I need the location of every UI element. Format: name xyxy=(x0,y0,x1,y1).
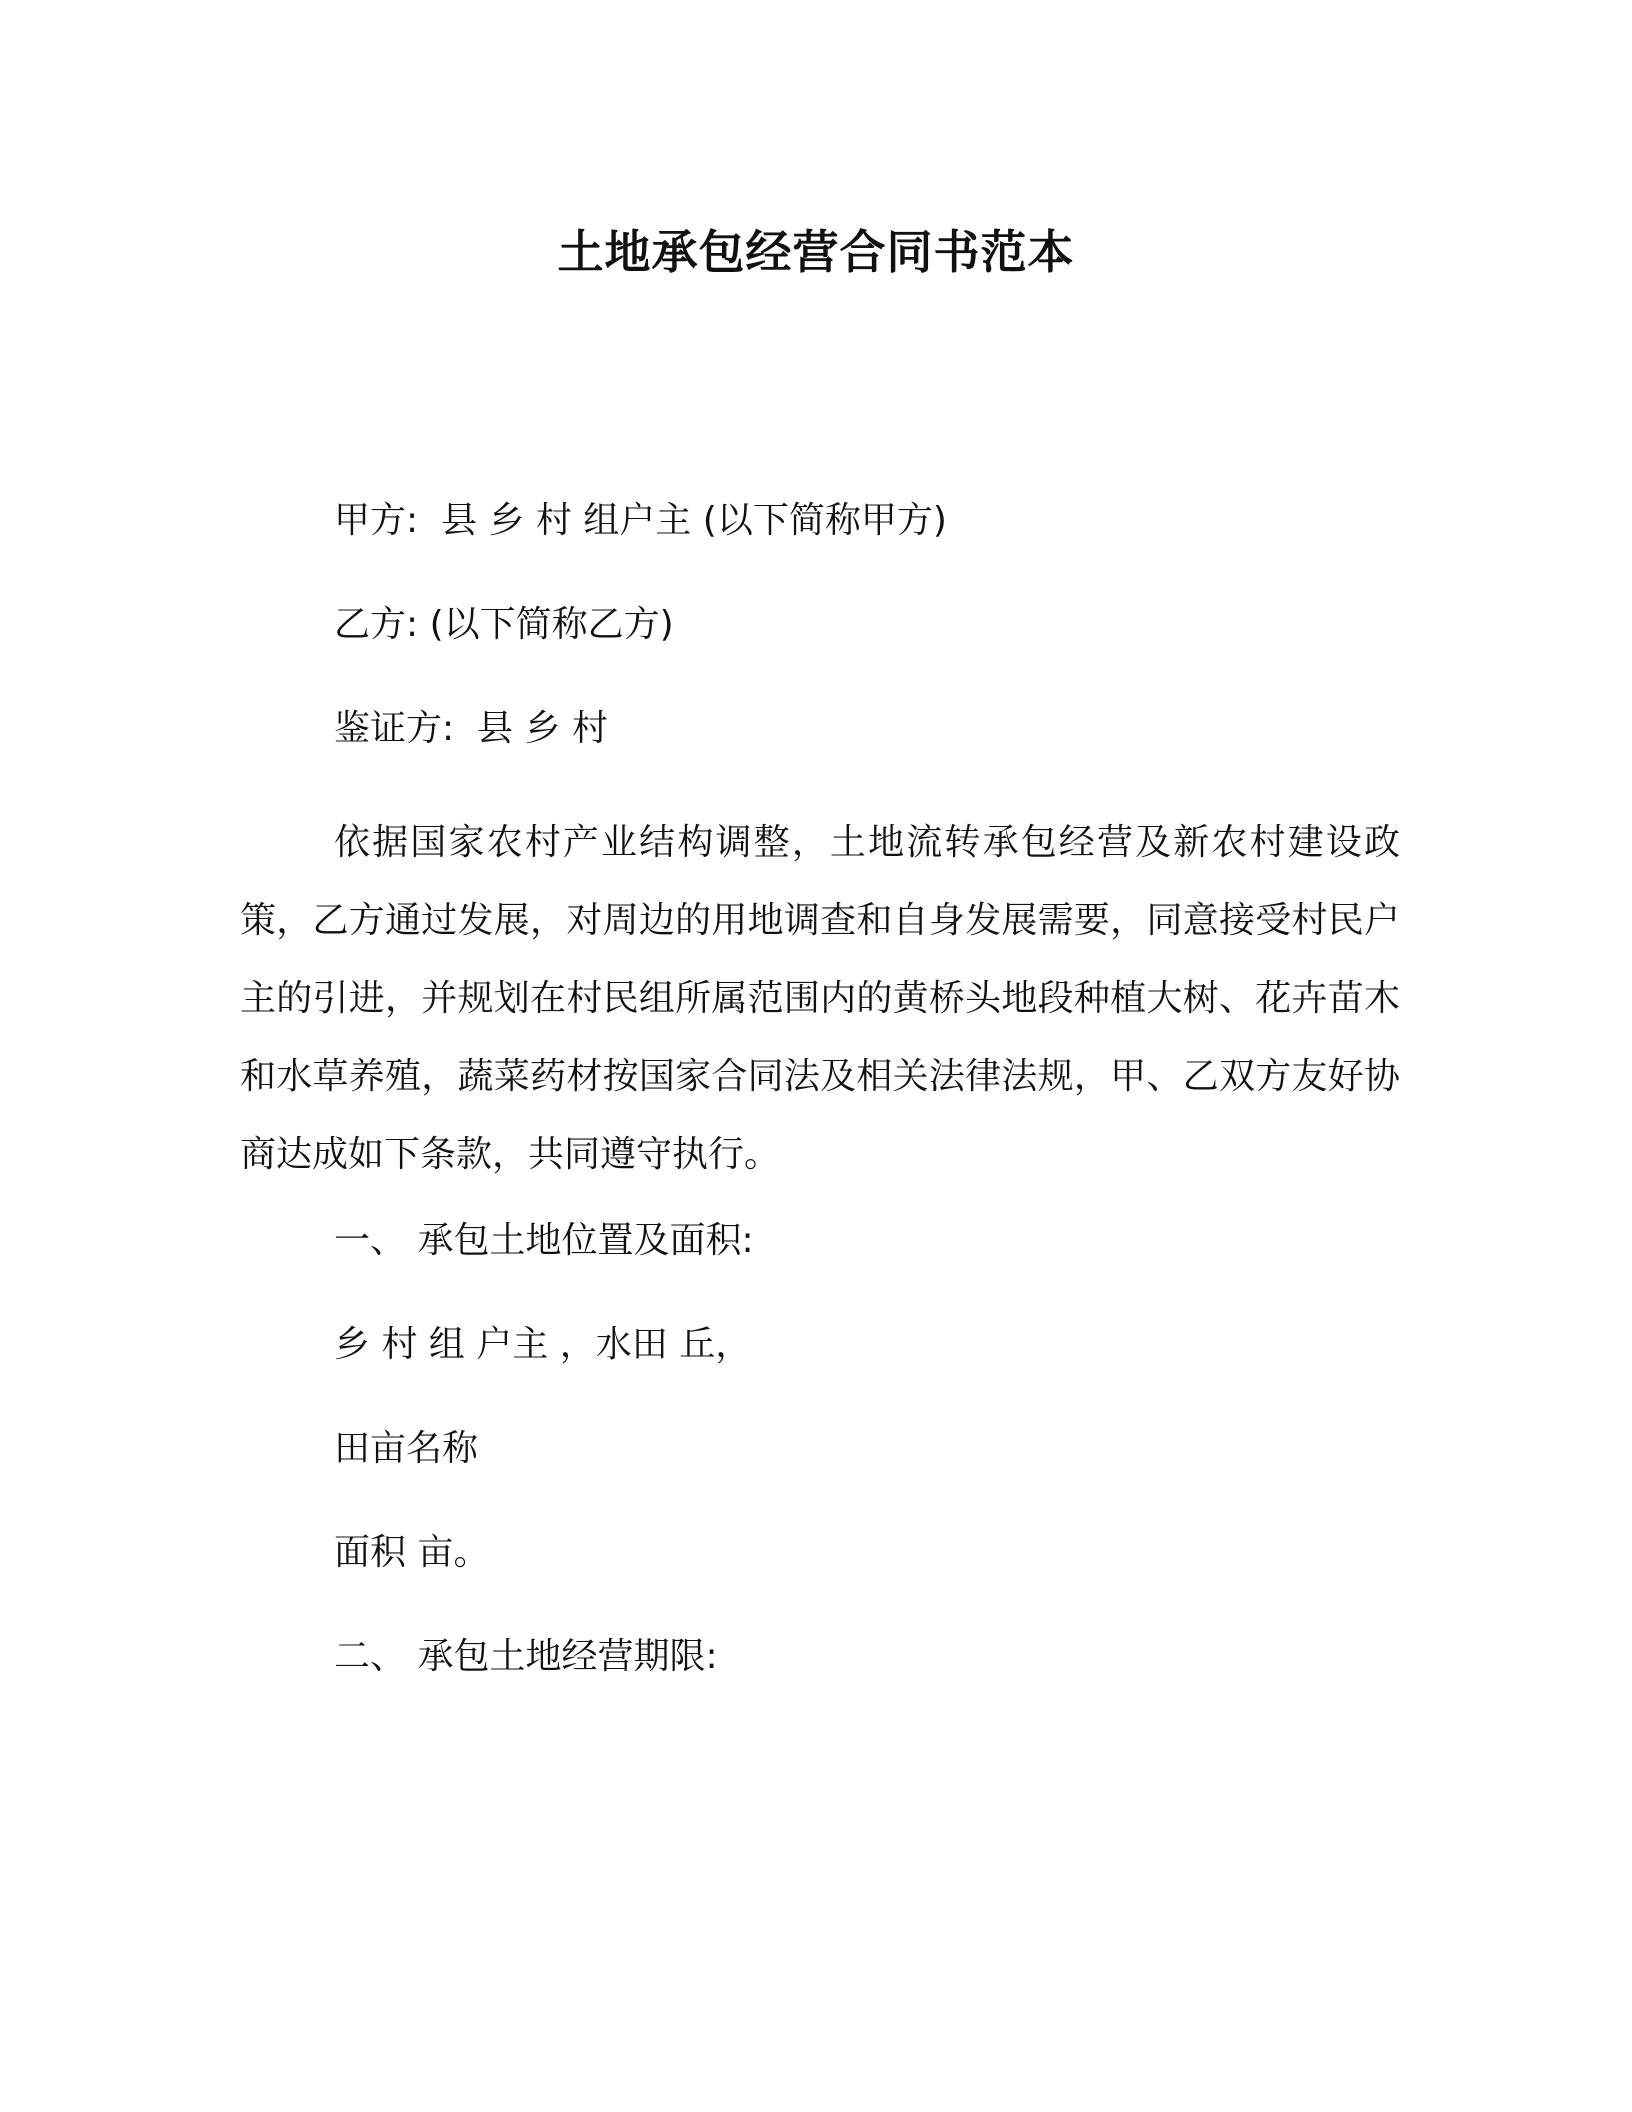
witness-line: 鉴证方: 县 乡 村 xyxy=(334,708,608,749)
preamble-paragraph: 依据国家农村产业结构调整，土地流转承包经营及新农村建设政策，乙方通过发展，对周边的用地调查和自身发展需要，同意接受村民户主的引进，并规划在村民组所属范围内的黄桥头地段种植大树、花卉苗木和水草养殖，蔬菜药材按国家合同法及相关法律法规，甲、乙双方友好协商达成如下条款，共同遵守执行。 xyxy=(240,822,1400,1175)
section-1-field-name: 田亩名称 xyxy=(334,1428,479,1469)
document-title: 土地承包经营合同书范本 xyxy=(557,225,1075,279)
section-2-heading: 二、 承包土地经营期限: xyxy=(334,1636,718,1677)
section-1-heading: 一、 承包土地位置及面积: xyxy=(334,1220,754,1261)
section-1-area: 面积 亩。 xyxy=(334,1532,490,1573)
party-a-line: 甲方: 县 乡 村 组户主 (以下简称甲方) xyxy=(334,500,947,541)
section-1-location: 乡 村 组 户主 ，水田 丘， xyxy=(334,1324,752,1365)
party-b-line: 乙方: (以下简称乙方) xyxy=(334,604,674,645)
